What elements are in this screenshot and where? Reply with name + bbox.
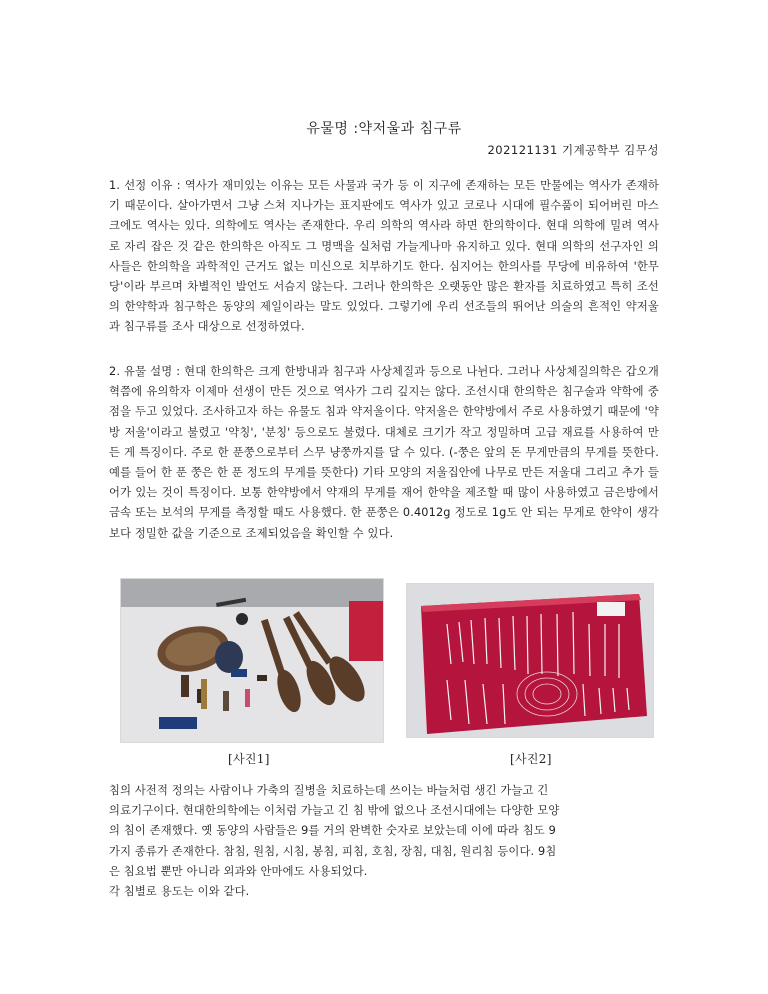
paragraph-needle-definition — [109, 781, 659, 902]
author-line: 202121131 기계공학부 김무성 — [487, 143, 659, 157]
photo2-caption: [사진2] — [510, 752, 552, 766]
text-line: 의료기구이다. 현대한의학에는 이처럼 가늘고 긴 침 밖에 없으나 조선시대에는 다양한 모양 — [109, 804, 560, 818]
paragraph-selection-reason: 1. 선정 이유 : 역사가 재미있는 이유는 모든 사물과 국가 등 이 지구에 존재하는 모든 만물에는 역사가 존재하기 때문이다. 살아가면서 그냥 스쳐 지나가는 표지판에도 역사가 있고 코로나 시대에 필수품이 되어버린 마스크에도 역사는 있다. 의학에도 역사는 존재한다. 우리 의학의 역사라 하면 한의학이다. 현대 의학에 밀려 역사로 자리 잡은 것 같은 한의학은 아직도 그 명맥을 실처럼 가늘게나마 유지하고 있다. 현대 의학의 선구자인 의사들은 한의학을 과학적인 근거도 없는 미신으로 치부하기도 한다. 심지어는 한의사를 무당에 비유하여 '한무당'이라 부르며 차별적인 발언도 서슴지 않는다. 그러나 한의학은 오랫동안 많은 환자를 치료하였고 특히 조선의 한약학과 침구학은 동양의 제일이라는 말도 있었다. 그렇기에 우리 선조들의 뛰어난 의술의 흔적인 약저울과 침구류를 조사 대상으로 선정하였다. — [109, 179, 659, 334]
text-line: 각 침별로 용도는 이와 같다. — [109, 885, 250, 899]
museum-scales-photo — [120, 578, 384, 743]
paragraph-artifact-description: 2. 유물 설명 : 현대 한의학은 크게 한방내과 침구과 사상체질과 등으로 나뉜다. 그러나 사상체질의학은 갑오개혁쯤에 유의학자 이제마 선생이 만든 것으로 역사가 그리 깊지는 않다. 조선시대 한의학은 침구술과 약학에 중점을 두고 있었다. 조사하고자 하는 유물도 침과 약저울이다. 약저울은 한약방에서 주로 사용하였기 때문에 '약방 저울'이라고 불렸고 '약칭', '분칭' 등으로도 불렸다. 대체로 크기가 작고 정밀하며 고급 재료를 사용하여 만든 게 특징이다. 주로 한 푼쭝으로부터 스무 냥쭝까지를 달 수 있다. (-쭝은 앞의 돈 무게만큼의 무게를 뜻한다. 예를 들어 한 푼 쭝은 한 푼 정도의 무게를 뜻한다) 기타 모양의 저울집안에 나무로 만든 저울대 그리고 추가 들어가 있는 것이 특징이다. 보통 한약방에서 약재의 무게를 재어 한약을 제조할 때 많이 사용하였고 금은방에서 금속 또는 보석의 무게를 측정할 때도 사용했다. 한 푼쭝은 0.4012g 정도로 1g도 안 되는 무게로 한약이 생각보다 정밀한 값을 기준으로 조제되었음을 확인할 수 있다. — [109, 365, 659, 540]
photo1-caption: [사진1] — [228, 752, 270, 766]
acupuncture-needles-photo — [406, 583, 654, 738]
text-line: 침의 사전적 정의는 사람이나 가축의 질병을 치료하는데 쓰이는 바늘처럼 생긴 가늘고 긴 — [109, 784, 549, 797]
needles-tray-illustration — [407, 584, 653, 737]
scales-display-illustration — [121, 579, 383, 742]
text-line: 은 침요법 뿐만 아니라 외과와 안마에도 사용되었다. — [109, 864, 368, 878]
page-title: 유물명 :약저울과 침구류 — [306, 121, 462, 137]
text-line: 의 침이 존재했다. 옛 동양의 사람들은 9를 거의 완벽한 숫자로 보았는데 이에 따라 침도 9 — [109, 824, 556, 838]
text-line: 가지 종류가 존재한다. 참침, 원침, 시침, 봉침, 피침, 호침, 장침, 대침, 원리침 등이다. 9침 — [109, 844, 557, 858]
